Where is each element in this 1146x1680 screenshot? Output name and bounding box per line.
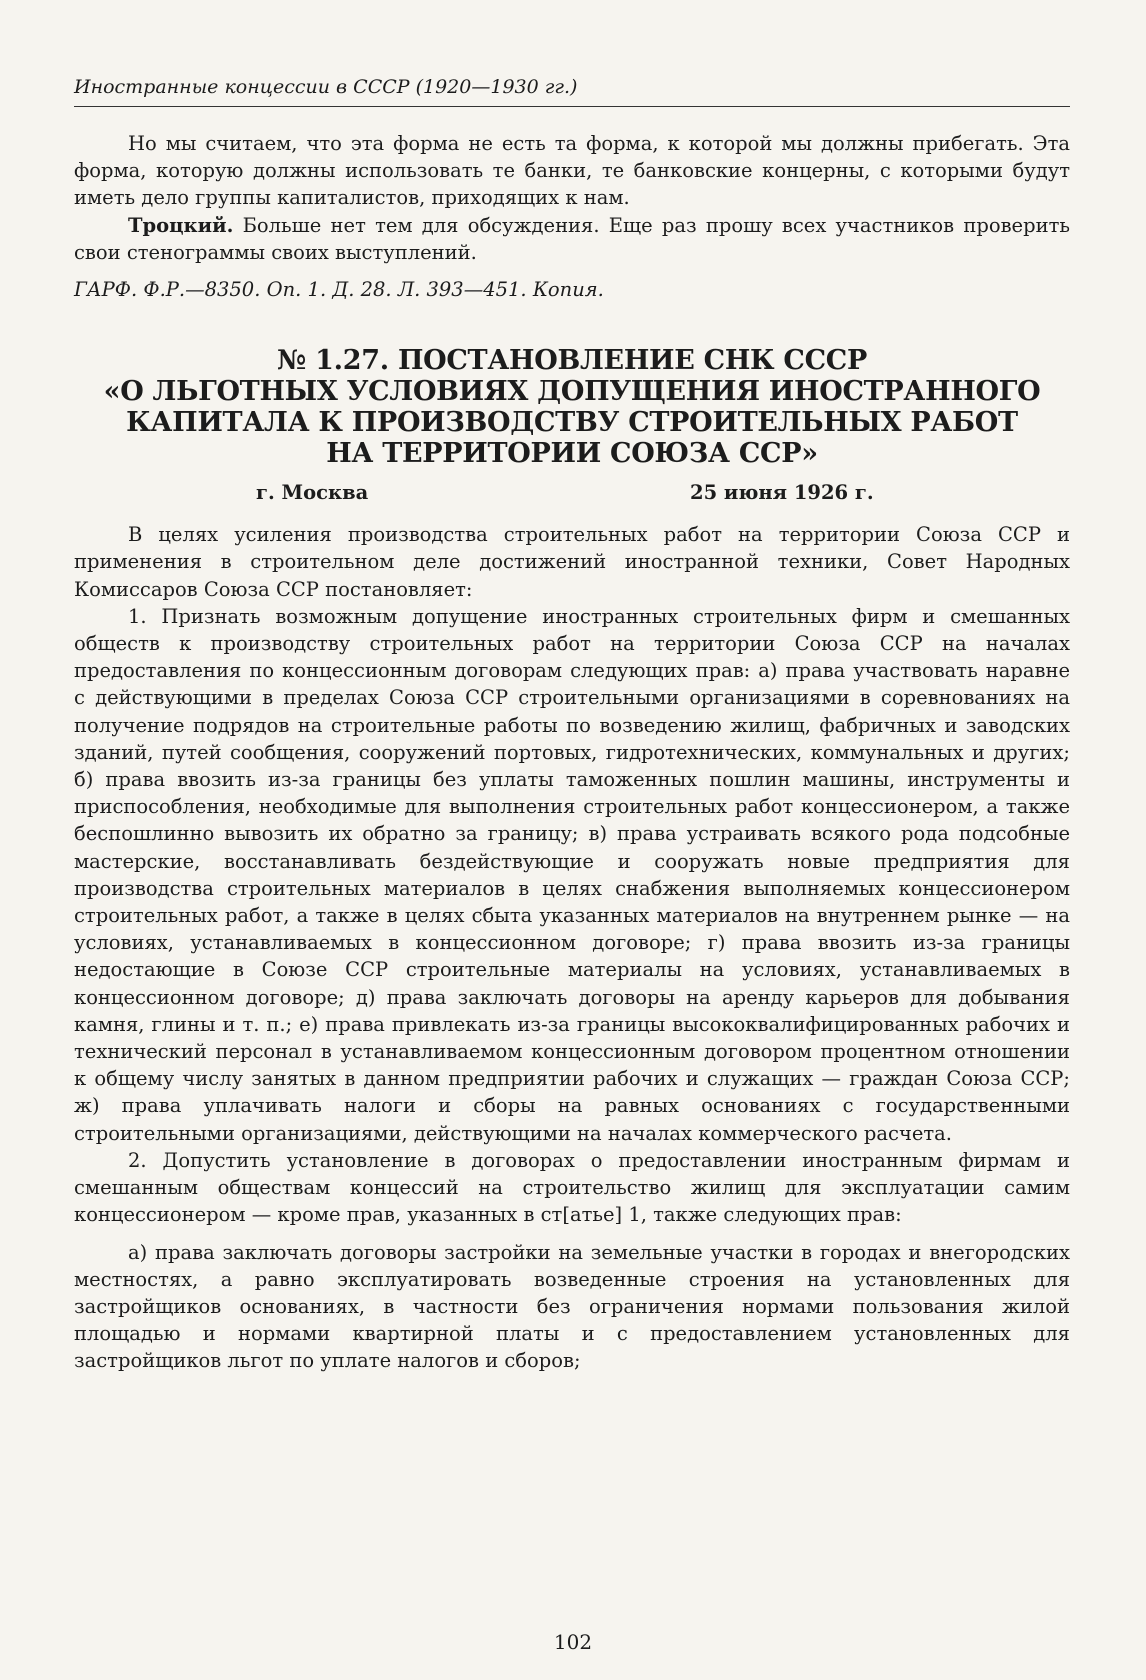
title-line: № 1.27. ПОСТАНОВЛЕНИЕ СНК СССР — [277, 345, 867, 377]
preamble-paragraph: В целях усиления производства строительных работ на территории Союза ССР и применения в строительном деле достижений иностранной техники, Совет Народных Комиссаров Союза ССР постановляет: — [74, 523, 1070, 601]
title-line: НА ТЕРРИТОРИИ СОЮЗА ССР» — [326, 438, 818, 470]
header-rule — [74, 106, 1070, 107]
item-2a-paragraph: а) права заключать договоры застройки на земельные участки в городах и внегородских местностях, а равно эксплуатировать возведенные строения на установленных для застройщиков основаниях, в частности без ограничения нормами пользования жилой площадью и нормами квартирной платы и с предоставлением установленных для застройщиков льгот по уплате налогов и сборов; — [74, 1240, 1070, 1373]
intro-paragraph: Но мы считаем, что эта форма не есть та форма, к которой мы должны прибегать. Эта форма, которую должны использовать те банки, те банковские концерны, с которыми будут иметь дело группы капиталистов, приходящих к нам. — [74, 132, 1070, 210]
place-date-line — [74, 479, 1070, 507]
speaker-name: Троцкий. — [128, 213, 234, 237]
document-date: 25 июня 1926 г. — [690, 481, 874, 505]
speaker-paragraph — [74, 212, 1070, 266]
title-line: КАПИТАЛА К ПРОИЗВОДСТВУ СТРОИТЕЛЬНЫХ РАБОТ — [126, 407, 1018, 439]
speaker-text: Больше нет тем для обсуждения. Еще раз прошу всех участников проверить свои стенограммы своих выступлений. — [74, 213, 1070, 264]
archive-citation: ГАРФ. Ф.Р.—8350. Оп. 1. Д. 28. Л. 393—451. Копия. — [74, 278, 604, 302]
page-number: 102 — [553, 1630, 593, 1654]
item-2-paragraph: 2. Допустить установление в договорах о предоставлении иностранным фирмам и смешанным обществам концессий на строительство жилищ для эксплуатации самим концессионером — кроме прав, указанных в ст[атье] 1, также следующих прав: — [74, 1148, 1070, 1227]
running-header: Иностранные концессии в СССР (1920—1930 гг.) — [74, 76, 578, 98]
paragraph-gap — [74, 1229, 1070, 1239]
title-line: «О ЛЬГОТНЫХ УСЛОВИЯХ ДОПУЩЕНИЯ ИНОСТРАННОГО — [103, 376, 1041, 408]
document-place: г. Москва — [256, 481, 369, 505]
item-1-paragraph: 1. Признать возможным допущение иностранных строительных фирм и смешанных обществ к производству строительных работ на территории Союза ССР на началах предоставления по концессионным договорам следующих прав: а) права участвовать наравне с действующими в пределах Союза ССР строительными организациями в соревнованиях на получение подрядов на строительные работы по возведению жилищ, фабричных и заводских зданий, путей сообщения, сооружений портовых, гидротехнических, коммунальных и других; б) права ввозить из-за границы без уплаты таможенных пошлин машины, инструменты и приспособления, необходимые для выполнения строительных работ концессионером, а также беспошлинно вывозить их обратно за границу; в) права устраивать всякого рода подсобные мастерские, восстанавливать бездействующие и сооружать новые предприятия для производства строительных материалов в целях снабжения выполняемых концессионером строительных работ, а также в целях сбыта указанных материалов на внутреннем рынке — на условиях, устанавливаемых в концессионном договоре; г) права ввозить из-за границы недостающие в Союзе ССР строительные материалы на условиях, устанавливаемых в концессионном договоре; д) права заключать договоры на аренду карьеров для добывания камня, глины и т. п.; е) права привлекать из-за границы высококвалифицированных рабочих и технический персонал в устанавливаемом концессионным договором процентном отношении к общему числу занятых в данном предприятии рабочих и служащих — граждан Союза ССР; ж) права уплачивать налоги и сборы на равных основаниях с государственными строительными организациями, действующими на началах коммерческого расчета. — [74, 604, 1070, 1145]
document-title — [74, 345, 1070, 469]
page-body — [74, 130, 1070, 1375]
